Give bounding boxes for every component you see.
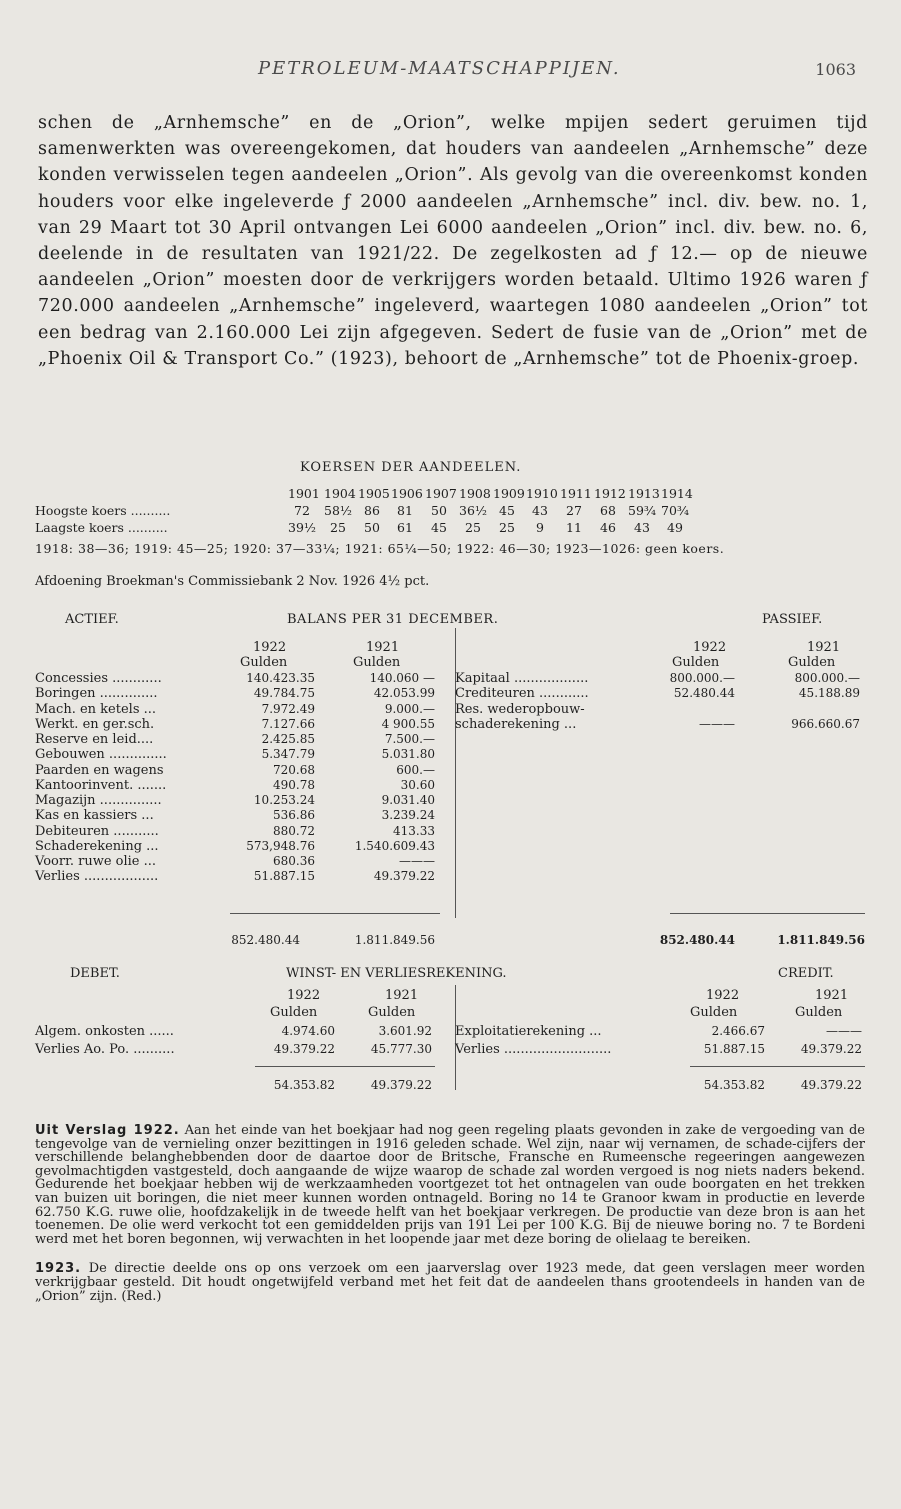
koers-value: 39½ (288, 520, 317, 535)
winst-col-header: Gulden (270, 1005, 318, 1020)
passief-item-1921: 800.000.— (794, 671, 860, 685)
actief-item-1922: 10.253.24 (253, 793, 315, 807)
balans-total-actief-1921: 1.811.849.56 (354, 933, 435, 947)
koers-value: 45 (431, 520, 447, 535)
koers-value: 43 (634, 520, 650, 535)
balans-col-header: 1922 (253, 640, 287, 655)
koers-row-label: Laagste koers .......... (35, 520, 168, 535)
actief-item-name: Paarden en wagens (35, 762, 164, 778)
koers-value: 50 (431, 503, 447, 518)
actief-item-1922: 720.68 (273, 762, 315, 777)
debet-item-name: Verlies Ao. Po. .......... (35, 1042, 175, 1057)
actief-item-name: Magazijn ............... (35, 793, 162, 808)
credit-item-1922: 2.466.67 (711, 1024, 765, 1038)
passief-label: PASSIEF. (762, 612, 823, 627)
balans-col-header: Gulden (788, 655, 836, 670)
actief-item-name: Mach. en ketels ... (35, 701, 157, 717)
koers-year: 1906 (391, 486, 423, 501)
actief-item-name: Schaderekening ... (35, 838, 159, 854)
actief-item-1922: 5.347.79 (261, 747, 315, 762)
actief-item-1921: 600.— (396, 762, 435, 777)
actief-item-1922: 7.127.66 (261, 716, 315, 731)
koers-value: 59¾ (628, 503, 657, 518)
credit-item-1921: 49.379.22 (800, 1042, 862, 1056)
actief-item-1922: 7.972.49 (261, 701, 315, 716)
passief-item-1922: 800.000.— (669, 671, 735, 685)
balans-col-header: Gulden (353, 655, 401, 670)
balans-col-header: Gulden (240, 655, 288, 670)
passief-item-1922: ——— (699, 716, 735, 731)
debet-label: DEBET. (70, 966, 120, 981)
winst-col-header: 1921 (815, 988, 849, 1003)
balans-total-passief-1922: 852.480.44 (659, 933, 735, 947)
page-title: PETROLEUM-MAATSCHAPPIJEN. (258, 58, 621, 79)
koers-value: 27 (566, 503, 582, 518)
passief-item-1921: 966.660.67 (791, 716, 860, 731)
koers-row (35, 503, 865, 520)
koers-value: 25 (465, 520, 481, 535)
koers-value: 58½ (324, 503, 353, 518)
verslag-notes (35, 1124, 865, 1303)
actief-item-1921: 3.239.24 (381, 808, 435, 823)
koers-value: 11 (566, 520, 582, 535)
actief-item-1921: 5.031.80 (381, 747, 435, 762)
koers-year: 1913 (628, 486, 660, 501)
actief-item-name: Kas en kassiers ... (35, 808, 154, 824)
debet-item-1921: 45.777.30 (370, 1042, 432, 1056)
passief-item-1921: 45.188.89 (798, 686, 860, 701)
page-header (0, 58, 901, 88)
passief-item-name: Kapitaal .................. (455, 671, 589, 686)
koers-value: 50 (364, 520, 380, 535)
actief-item-1922: 880.72 (273, 823, 315, 838)
actief-item-1922: 51.887.15 (253, 869, 315, 884)
balans-col-header: 1921 (366, 640, 400, 655)
actief-item-1922: 490.78 (273, 777, 315, 792)
winst-total-credit-1922: 54.353.82 (703, 1078, 765, 1092)
koersen-history: 1918: 38—36; 1919: 45—25; 1920: 37—33¼; 1921: 65¼—50; 1922: 46—30; 1923—1026: geen koers. (35, 541, 725, 556)
winst-col-header: 1922 (287, 988, 321, 1003)
passief-item-name: Res. wederopbouw- (455, 701, 585, 717)
actief-item-1922: 140.423.35 (246, 671, 315, 685)
winst-rule-right (690, 1066, 865, 1067)
actief-label: ACTIEF. (65, 612, 119, 627)
koers-value: 68 (600, 503, 616, 518)
actief-item-1921: 140.060 — (369, 671, 435, 685)
actief-item-1922: 573,948.76 (246, 838, 315, 853)
koers-value: 25 (330, 520, 346, 535)
koers-year: 1909 (493, 486, 525, 501)
koers-year: 1904 (324, 486, 356, 501)
balans-col-header: 1921 (807, 640, 841, 655)
koers-years-row (35, 486, 865, 503)
koers-row (35, 520, 865, 537)
balans-total-passief-1921: 1.811.849.56 (777, 933, 865, 947)
koers-year: 1910 (526, 486, 558, 501)
koers-value: 25 (499, 520, 515, 535)
winst-col-header: Gulden (368, 1005, 416, 1020)
actief-item-1922: 2.425.85 (261, 732, 315, 746)
winst-total-debet-1922: 54.353.82 (273, 1078, 335, 1092)
verslag-1923-heading: 1923. (35, 1261, 82, 1277)
debet-item-1922: 49.379.22 (273, 1042, 335, 1056)
koers-value: 43 (532, 503, 548, 518)
koers-year: 1908 (459, 486, 491, 501)
actief-item-1921: 7.500.— (384, 732, 435, 746)
winst-col-header: 1921 (385, 988, 419, 1003)
balans-total-actief-1922: 852.480.44 (231, 933, 300, 947)
actief-item-1921: 42.053.99 (373, 686, 435, 701)
koers-value: 9 (536, 520, 544, 535)
winst-col-header: Gulden (690, 1005, 738, 1020)
koersen-title: KOERSEN DER AANDEELEN. (300, 460, 522, 475)
koers-value: 81 (397, 503, 413, 518)
balans-col-header: Gulden (672, 655, 720, 670)
koersen-table (35, 486, 865, 537)
actief-item-name: Reserve en leid.... (35, 732, 154, 747)
debet-item-1921: 3.601.92 (378, 1024, 432, 1038)
actief-item-1922: 680.36 (273, 854, 315, 868)
page-number: 1063 (815, 60, 856, 79)
koers-value: 49 (667, 520, 683, 535)
actief-item-1921: 9.000.— (384, 701, 435, 716)
winst-total-debet-1921: 49.379.22 (370, 1078, 432, 1092)
balans-title: BALANS PER 31 DECEMBER. (287, 612, 499, 627)
actief-item-name: Werkt. en ger.sch. (35, 716, 155, 732)
debet-item-1922: 4.974.60 (281, 1024, 335, 1038)
actief-item-1921: 30.60 (400, 777, 435, 792)
actief-item-1921: 413.33 (393, 823, 435, 838)
balans-rule-right (670, 913, 865, 914)
actief-item-name: Kantoorinvent. ....... (35, 777, 167, 793)
koers-value: 61 (397, 520, 413, 535)
actief-item-1921: 49.379.22 (373, 869, 435, 884)
credit-item-name: Exploitatierekening ... (455, 1024, 602, 1039)
koers-year: 1911 (560, 486, 592, 501)
verslag-1923-text: De directie deelde ons op ons verzoek om een jaarverslag over 1923 mede, dat geen verslagen meer worden verkrijgbaar gesteld. Dit houdt ongetwijfeld verband met het feit dat de aandeelen thans grootendeels in handen van de „Orion” zijn. (Red.) (35, 1261, 865, 1304)
koers-year: 1914 (661, 486, 693, 501)
winst-title: WINST- EN VERLIESREKENING. (286, 966, 507, 981)
koers-year: 1901 (288, 486, 320, 501)
actief-item-1921: 9.031.40 (381, 793, 435, 807)
koers-year: 1912 (594, 486, 626, 501)
debet-item-name: Algem. onkosten ...... (35, 1024, 174, 1039)
winst-col-header: 1922 (706, 988, 740, 1003)
winst-total-credit-1921: 49.379.22 (800, 1078, 862, 1092)
actief-item-1921: 4 900.55 (381, 716, 435, 731)
credit-item-name: Verlies .......................... (455, 1042, 612, 1057)
koers-value: 36½ (459, 503, 488, 518)
intro-paragraph: schen de „Arnhemsche” en de „Orion”, welke mpijen sedert geruimen tijd samenwerkten was overeengekomen, dat houders van aandeelen „Arnhemsche” deze konden verwisselen tegen aandeelen „Orion”. Als gevolg van die overeenkomst konden houders voor elke ingeleverde ƒ 2000 aandeelen „Arnhemsche” incl. div. bew. no. 1, van 29 Maart tot 30 April ontvangen Lei 6000 aandeelen „Orion” incl. div. bew. no. 6, deelende in de resultaten van 1921/22. De zegelkosten ad ƒ 12.— op de nieuwe aandeelen „Orion” moesten door de verkrijgers worden betaald. Ultimo 1926 waren ƒ 720.000 aandeelen „Arnhemsche” ingeleverd, waartegen 1080 aandeelen „Orion” tot een bedrag van 2.160.000 Lei zijn afgegeven. Sedert de fusie van de „Orion” met de „Phoenix Oil & Transport Co.” (1923), behoort de „Arnhemsche” tot de Phoenix-groep. (38, 113, 868, 369)
actief-item-1921: 1.540.609.43 (354, 838, 435, 853)
actief-item-1922: 49.784.75 (253, 686, 315, 701)
passief-item-1922: 52.480.44 (673, 686, 735, 701)
koers-value: 86 (364, 503, 380, 518)
koers-year: 1907 (425, 486, 457, 501)
passief-item-name: Crediteuren ............ (455, 686, 589, 702)
passief-item-name: schaderekening ... (455, 716, 577, 732)
verslag-1922-heading: Uit Verslag 1922. (35, 1123, 180, 1138)
balans-col-header: 1922 (693, 640, 727, 655)
actief-item-name: Voorr. ruwe olie ... (35, 854, 157, 869)
credit-label: CREDIT. (778, 966, 834, 981)
credit-item-1922: 51.887.15 (703, 1042, 765, 1056)
verslag-1922 (35, 1124, 865, 1246)
koers-value: 72 (294, 503, 310, 518)
verslag-1923 (35, 1262, 865, 1303)
koers-value: 46 (600, 520, 616, 535)
winst-rule-left (255, 1066, 435, 1067)
actief-item-1922: 536.86 (273, 808, 315, 823)
actief-item-name: Verlies .................. (35, 869, 159, 885)
balans-rule-left (230, 913, 440, 914)
actief-item-name: Gebouwen .............. (35, 747, 167, 763)
credit-item-1921: ——— (826, 1024, 862, 1038)
actief-item-name: Boringen .............. (35, 686, 158, 702)
actief-item-name: Concessies ............ (35, 671, 162, 686)
actief-item-name: Debiteuren ........... (35, 823, 159, 839)
koers-value: 70¾ (661, 503, 690, 518)
afdoening-line: Afdoening Broekman's Commissiebank 2 Nov. 1926 4½ pct. (35, 574, 430, 589)
koers-value: 45 (499, 503, 515, 518)
winst-col-header: Gulden (795, 1005, 843, 1020)
actief-item-1921: ——— (399, 854, 435, 868)
verslag-1922-text: Aan het einde van het boekjaar had nog geen regeling plaats gevonden in zake de vergoeding van de tengevolge van de vernieling onzer bezittingen in 1916 geleden schade. Wel zijn, naar wij vernamen, de schade-cijfers der verschillende belanghebbenden door de daartoe door de Britsche, Fransche en Rumeensche regeeringen aangewezen gevolmachtigden vastgesteld, doch aangaande de wijze waarop de schade zal worden vergoed is nog niets naders bekend. Gedurende het boekjaar hebben wij de werkzaamheden voortgezet tot het ontnagelen van oude boorgaten en het trekken van buizen uit boringen, die niet meer kunnen worden ontnageld. Boring no 14 te Granoor kwam in productie en leverde 62.750 K.G. ruwe olie, hoofdzakelijk in de tweede helft van het boekjaar verkregen. De productie van deze bron is aan het toenemen. De olie werd verkocht tot een gemiddelden prijs van 191 Lei per 100 K.G. Bij de nieuwe boring no. 7 te Bordeni werd met het boren begonnen, wij verwachten in het loopende jaar met deze boring de olielaag te bereiken. (35, 1123, 865, 1247)
koers-row-label: Hoogste koers .......... (35, 503, 171, 518)
koers-year: 1905 (358, 486, 390, 501)
